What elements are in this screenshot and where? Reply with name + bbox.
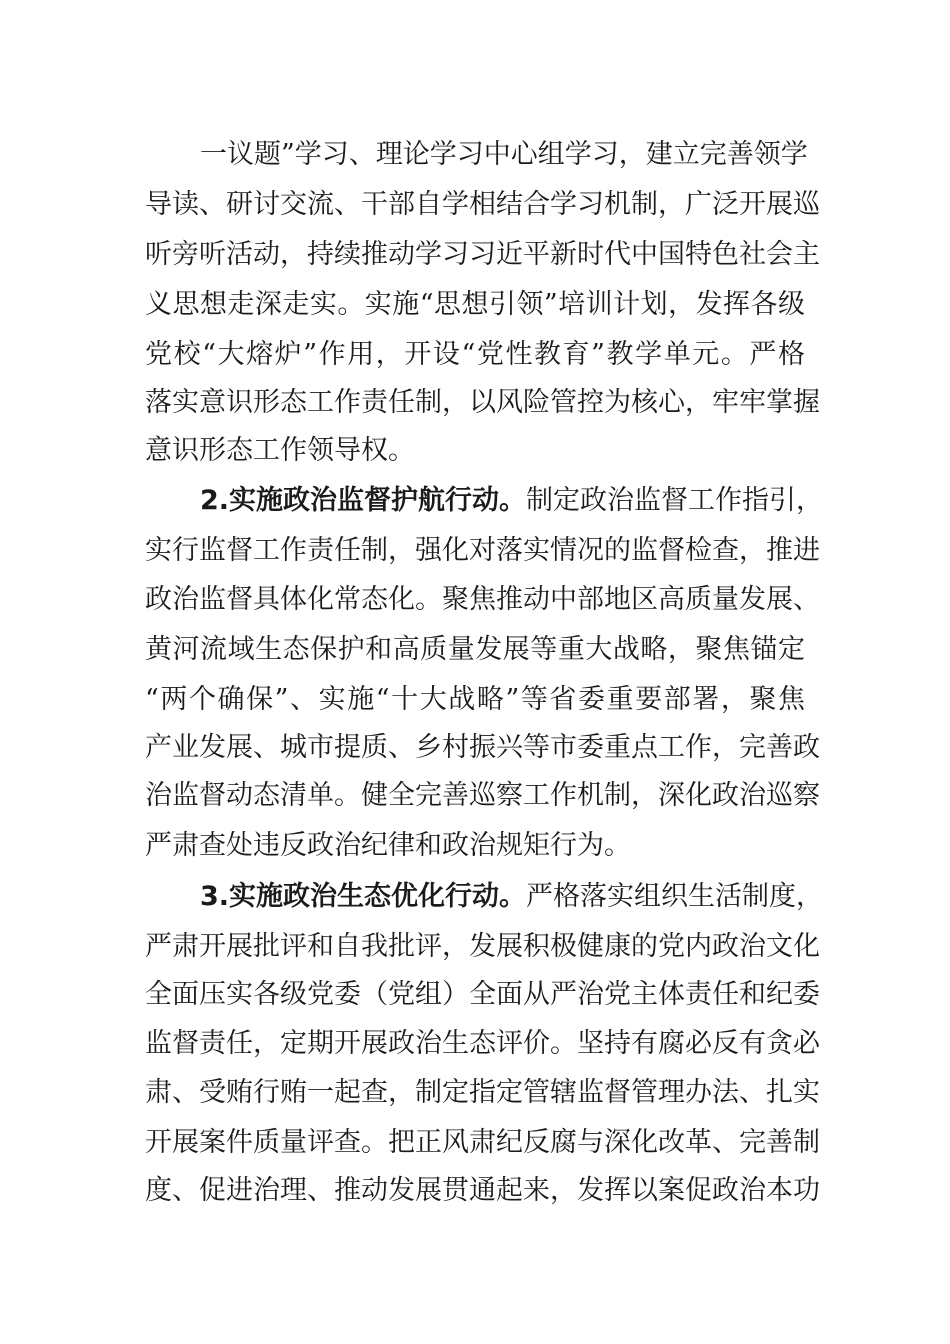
paragraph-3-line-4: 监督责任，定期开展政治生态评价。坚持有腐必反有贪必 (145, 1028, 820, 1059)
paragraph-1-line-6: 落实意识形态工作责任制，以风险管控为核心，牢牢掌握 (145, 387, 820, 418)
paragraph-1-line-5: 党校“大熔炉”作用，开设“党性教育”教学单元。严格 (145, 339, 805, 370)
paragraph-2-line-3: 政治监督具体化常态化。聚焦推动中部地区高质量发展、 (145, 584, 820, 615)
paragraph-1-line-2: 导读、研讨交流、干部自学相结合学习机制，广泛开展巡 (145, 189, 820, 220)
paragraph-2-line-6: 产业发展、城市提质、乡村振兴等市委重点工作，完善政 (145, 732, 820, 763)
paragraph-1-line-4: 义思想走深走实。实施“思想引领”培训计划，发挥各级 (145, 289, 805, 320)
paragraph-1-line-3: 听旁听活动，持续推动学习习近平新时代中国特色社会主 (145, 239, 820, 270)
paragraph-3-line-6: 开展案件质量评查。把正风肃纪反腐与深化改革、完善制 (145, 1127, 820, 1158)
paragraph-2-line-7: 治监督动态清单。健全完善巡察工作机制，深化政治巡察 (145, 780, 820, 811)
paragraph-3-line-1-text: 严格落实组织生活制度， (526, 881, 824, 912)
paragraph-3-line-2: 严肃开展批评和自我批评，发展积极健康的党内政治文化 (145, 931, 820, 962)
paragraph-2-line-2: 实行监督工作责任制，强化对落实情况的监督检查，推进 (145, 535, 820, 566)
paragraph-2-line-8: 严肃查处违反政治纪律和政治规矩行为。 (145, 830, 631, 861)
section-heading-2: 2.实施政治监督护航行动。 (200, 485, 527, 516)
paragraph-1-line-7: 意识形态工作领导权。 (145, 435, 415, 466)
paragraph-2-line-1 (200, 481, 824, 521)
paragraph-2-line-4: 黄河流域生态保护和高质量发展等重大战略，聚焦锚定 (145, 634, 805, 665)
paragraph-3-line-3: 全面压实各级党委（党组）全面从严治党主体责任和纪委 (145, 979, 820, 1010)
paragraph-2-line-5: “两个确保”、实施“十大战略”等省委重要部署，聚焦 (145, 684, 805, 715)
paragraph-2-line-1-text: 制定政治监督工作指引， (526, 485, 824, 516)
paragraph-3-line-7: 度、促进治理、推动发展贯通起来，发挥以案促政治本功 (145, 1175, 820, 1206)
paragraph-3-line-5: 肃、受贿行贿一起查，制定指定管辖监督管理办法、扎实 (145, 1077, 820, 1108)
paragraph-1-line-1: 一议题”学习、理论学习中心组学习，建立完善领学 (200, 139, 808, 170)
section-heading-3: 3.实施政治生态优化行动。 (200, 881, 527, 912)
paragraph-3-line-1 (200, 877, 824, 917)
